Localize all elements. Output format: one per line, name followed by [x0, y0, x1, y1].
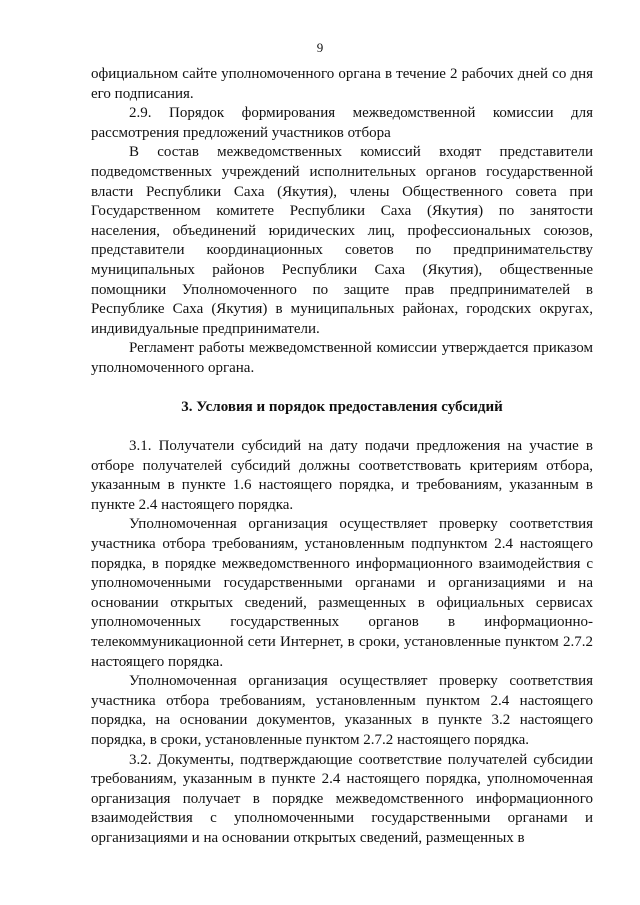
- paragraph-interdepartmental-check: Уполномоченная организация осуществляет проверку соответствия участника отбора требованиям, установленным подпунктом 2.4 настоящего порядка, в порядке межведомственного информационного взаимодействия с уполномоченными государственными органами и организациями и на основании открытых сведений, размещенных в официальных сервисах уполномоченных государственных органов в информационно-телекоммуникационной сети Интернет, в сроки, установленные пунктом 2.7.2 настоящего порядка.: [91, 516, 593, 670]
- spacer: [91, 379, 593, 398]
- paragraph-2-9-title: 2.9. Порядок формирования межведомственной комиссии для рассмотрения предложений участников отбора: [91, 105, 593, 141]
- spacer: [91, 417, 593, 437]
- paragraph-commission-regulation: Регламент работы межведомственной комиссии утверждается приказом уполномоченного органа.: [91, 340, 593, 376]
- paragraph-3-2: 3.2. Документы, подтверждающие соответствие получателей субсидии требованиям, указанным в пункте 2.4 настоящего порядка, уполномоченная организация получает в порядке межведомственного информационного взаимодействия с уполномоченными государственными органами и организациями и на основании открытых сведений, размещенных в: [91, 751, 593, 846]
- paragraph-commission-composition: В состав межведомственных комиссий входят представители подведомственных учреждений исполнительных органов государственной власти Республики Саха (Якутия), члены Общественного совета при Государственном комитете Республики Саха (Якутия) по занятости населения, объединений юридических лиц, профессиональных союзов, представители координационных советов по предпринимательству муниципальных районов Республики Саха (Якутия), общественные помощники Уполномоченного по защите прав предпринимателей в Республике Саха (Якутия) в муниципальных районах, городских округах, индивидуальные предприниматели.: [91, 144, 593, 337]
- paragraph-continuation: официальном сайте уполномоченного органа в течение 2 рабочих дней со дня его подписания.: [91, 66, 593, 102]
- section-heading: 3. Условия и порядок предоставления субсидий: [181, 398, 503, 415]
- paragraph-document-check: Уполномоченная организация осуществляет проверку соответствия участника отбора требованиям, установленным пунктом 2.4 настоящего порядка, на основании документов, указанных в пункте 3.2 настоящего порядка, в сроки, установленные пунктом 2.7.2 настоящего порядка.: [91, 673, 593, 748]
- paragraph-3-1: 3.1. Получатели субсидий на дату подачи предложения на участие в отборе получателей субсидий должны соответствовать критериям отбора, указанным в пункте 1.6 настоящего порядка, и требованиям, указанным в пункте 2.4 настоящего порядка.: [91, 438, 593, 513]
- document-body: [91, 65, 593, 849]
- page-number: 9: [316, 40, 324, 55]
